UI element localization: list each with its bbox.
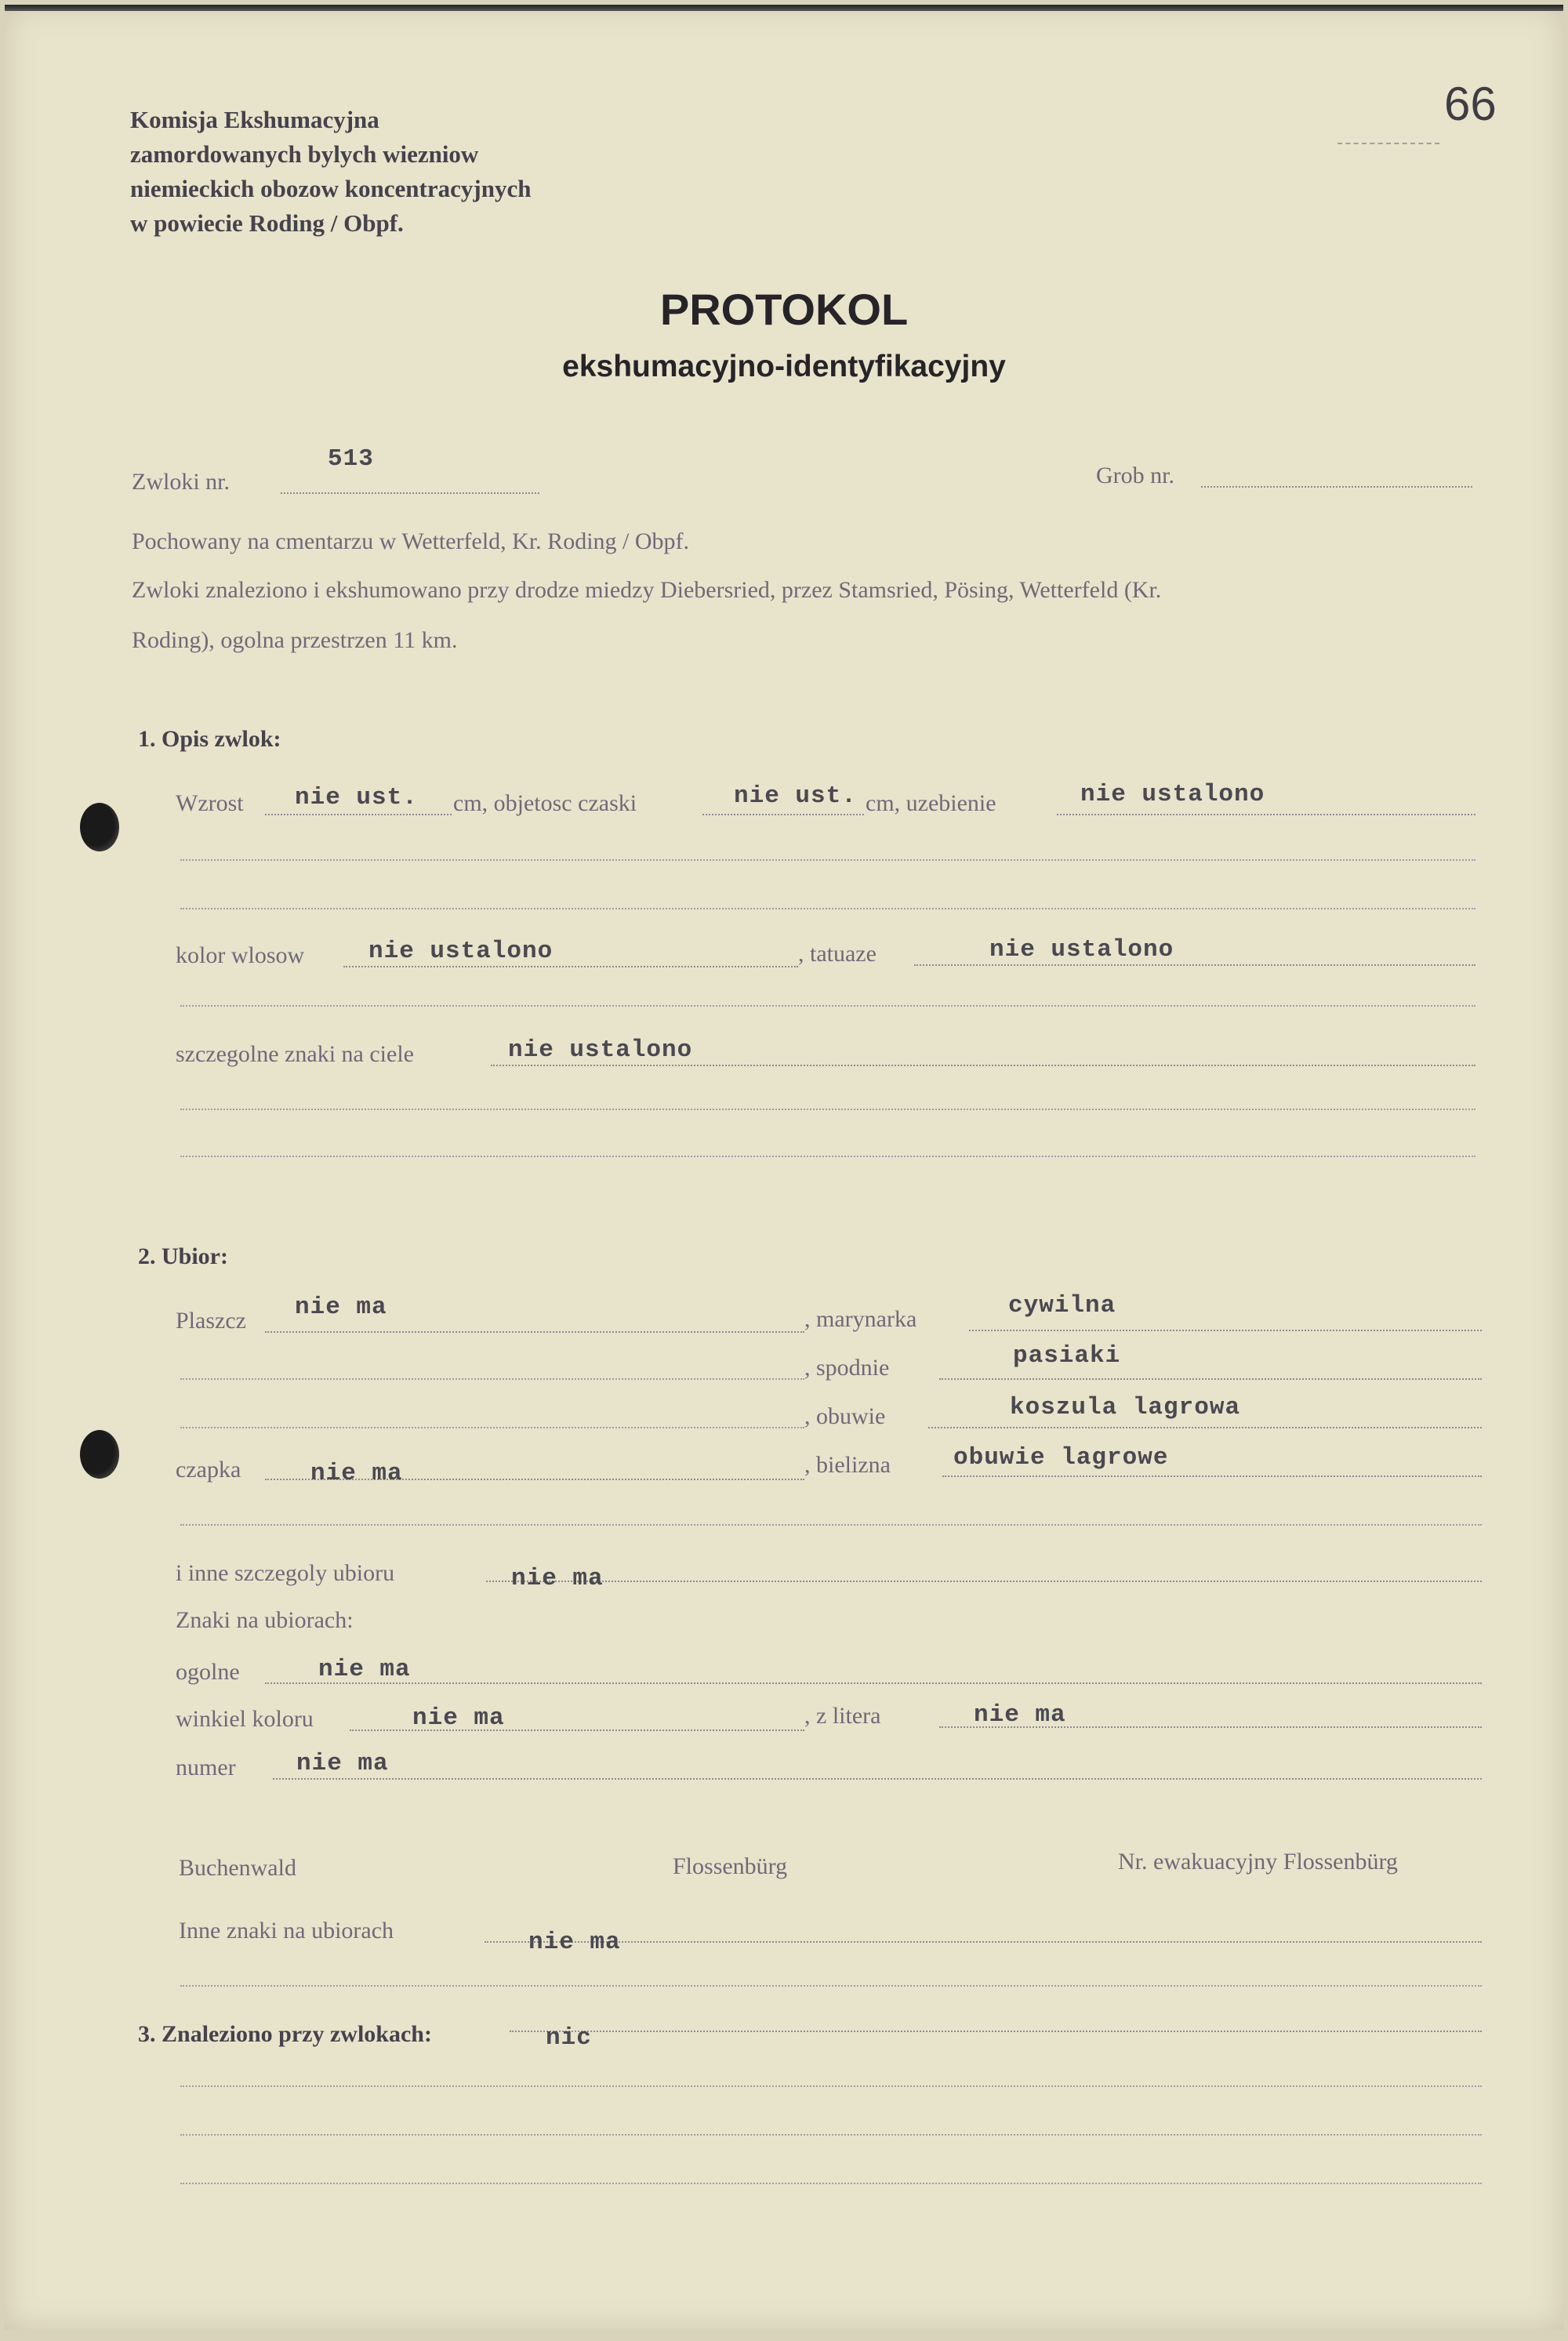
header-line-2: zamordowanych bylych wiezniow (130, 140, 479, 168)
intro-line-1: Pochowany na cmentarzu w Wetterfeld, Kr. Roding / Obpf. (132, 528, 690, 554)
obuwie-value: koszula lagrowa (1010, 1394, 1241, 1421)
zwloki-label: Zwloki nr. (132, 469, 230, 495)
page-subtitle: ekshumacyjno-identyfikacyjny (562, 350, 1006, 383)
intro-line-3: Roding), ogolna przestrzen 11 km. (132, 627, 458, 653)
inne-znaki-value: nie ma (528, 1929, 621, 1956)
z-litera-value: nie ma (974, 1701, 1066, 1729)
section-3-value: nic (546, 2024, 592, 2052)
obuwie-label: , obuwie (804, 1403, 886, 1429)
tatuaze-value: nie ustalono (989, 936, 1174, 964)
buchenwald-label: Buchenwald (179, 1855, 296, 1881)
z-litera-label: , z litera (804, 1703, 881, 1729)
header-line-1: Komisja Ekshumacyjna (130, 106, 379, 133)
kolor-wlosow-label: kolor wlosow (176, 942, 305, 968)
plaszcz-value: nie ma (295, 1294, 387, 1321)
znaki-na-ubiorach-label: Znaki na ubiorach: (176, 1607, 354, 1633)
szczegolne-znaki-label: szczegolne znaki na ciele (176, 1041, 414, 1067)
page-number: 66 (1444, 78, 1497, 130)
document-page (5, 5, 1563, 2330)
uzebienie-value: nie ustalono (1080, 781, 1265, 808)
marynarka-label: , marynarka (804, 1306, 917, 1332)
grob-label: Grob nr. (1096, 463, 1174, 488)
inne-szczegoly-value: nie ma (511, 1565, 604, 1592)
cm-uzebienie-label: cm, uzebienie (866, 790, 996, 816)
czaszka-value: nie ust. (734, 782, 857, 810)
page-title: PROTOKOL (659, 285, 909, 334)
szczegolne-znaki-value: nie ustalono (508, 1036, 693, 1064)
spodnie-label: , spodnie (804, 1355, 890, 1381)
header-line-3: niemieckich obozow koncentracyjnych (130, 175, 532, 202)
czapka-value: nie ma (310, 1460, 403, 1487)
punch-hole-bottom (80, 1430, 119, 1479)
zwloki-value: 513 (328, 445, 374, 473)
spodnie-value: pasiaki (1013, 1342, 1121, 1370)
bielizna-label: , bielizna (804, 1452, 891, 1478)
bielizna-value: obuwie lagrowe (953, 1444, 1169, 1472)
intro-line-2: Zwloki znaleziono i ekshumowano przy drodze miedzy Diebersried, przez Stamsried, Pösing, Wetterfeld (Kr. (132, 577, 1162, 603)
punch-hole-top (80, 803, 119, 851)
marynarka-value: cywilna (1008, 1292, 1116, 1319)
flossenburg-label: Flossenbürg (673, 1853, 788, 1879)
plaszcz-label: Plaszcz (176, 1308, 246, 1334)
wzrost-value: nie ust. (295, 784, 418, 811)
wzrost-label: Wzrost (176, 790, 244, 816)
ogolne-label: ogolne (176, 1659, 240, 1685)
winkiel-koloru-label: winkiel koloru (176, 1706, 314, 1732)
czapka-label: czapka (176, 1457, 241, 1483)
winkiel-koloru-value: nie ma (412, 1704, 505, 1732)
section-2-title: 2. Ubior: (138, 1243, 228, 1269)
kolor-wlosow-value: nie ustalono (368, 938, 554, 965)
ogolne-value: nie ma (318, 1656, 411, 1683)
header-line-4: w powiecie Roding / Obpf. (130, 209, 404, 237)
nr-ewakuacyjny-label: Nr. ewakuacyjny Flossenbürg (1118, 1849, 1398, 1875)
cm-objetosc-czaski-label: cm, objetosc czaski (453, 790, 637, 816)
section-3-title: 3. Znaleziono przy zwlokach: (138, 2021, 432, 2047)
tatuaze-label: , tatuaze (798, 941, 877, 967)
numer-value: nie ma (296, 1750, 389, 1777)
section-1-title: 1. Opis zwlok: (138, 726, 281, 752)
inne-szczegoly-label: i inne szczegoly ubioru (176, 1560, 395, 1586)
scan-edge (5, 5, 1563, 11)
inne-znaki-label: Inne znaki na ubiorach (179, 1918, 394, 1944)
numer-label: numer (176, 1755, 236, 1780)
